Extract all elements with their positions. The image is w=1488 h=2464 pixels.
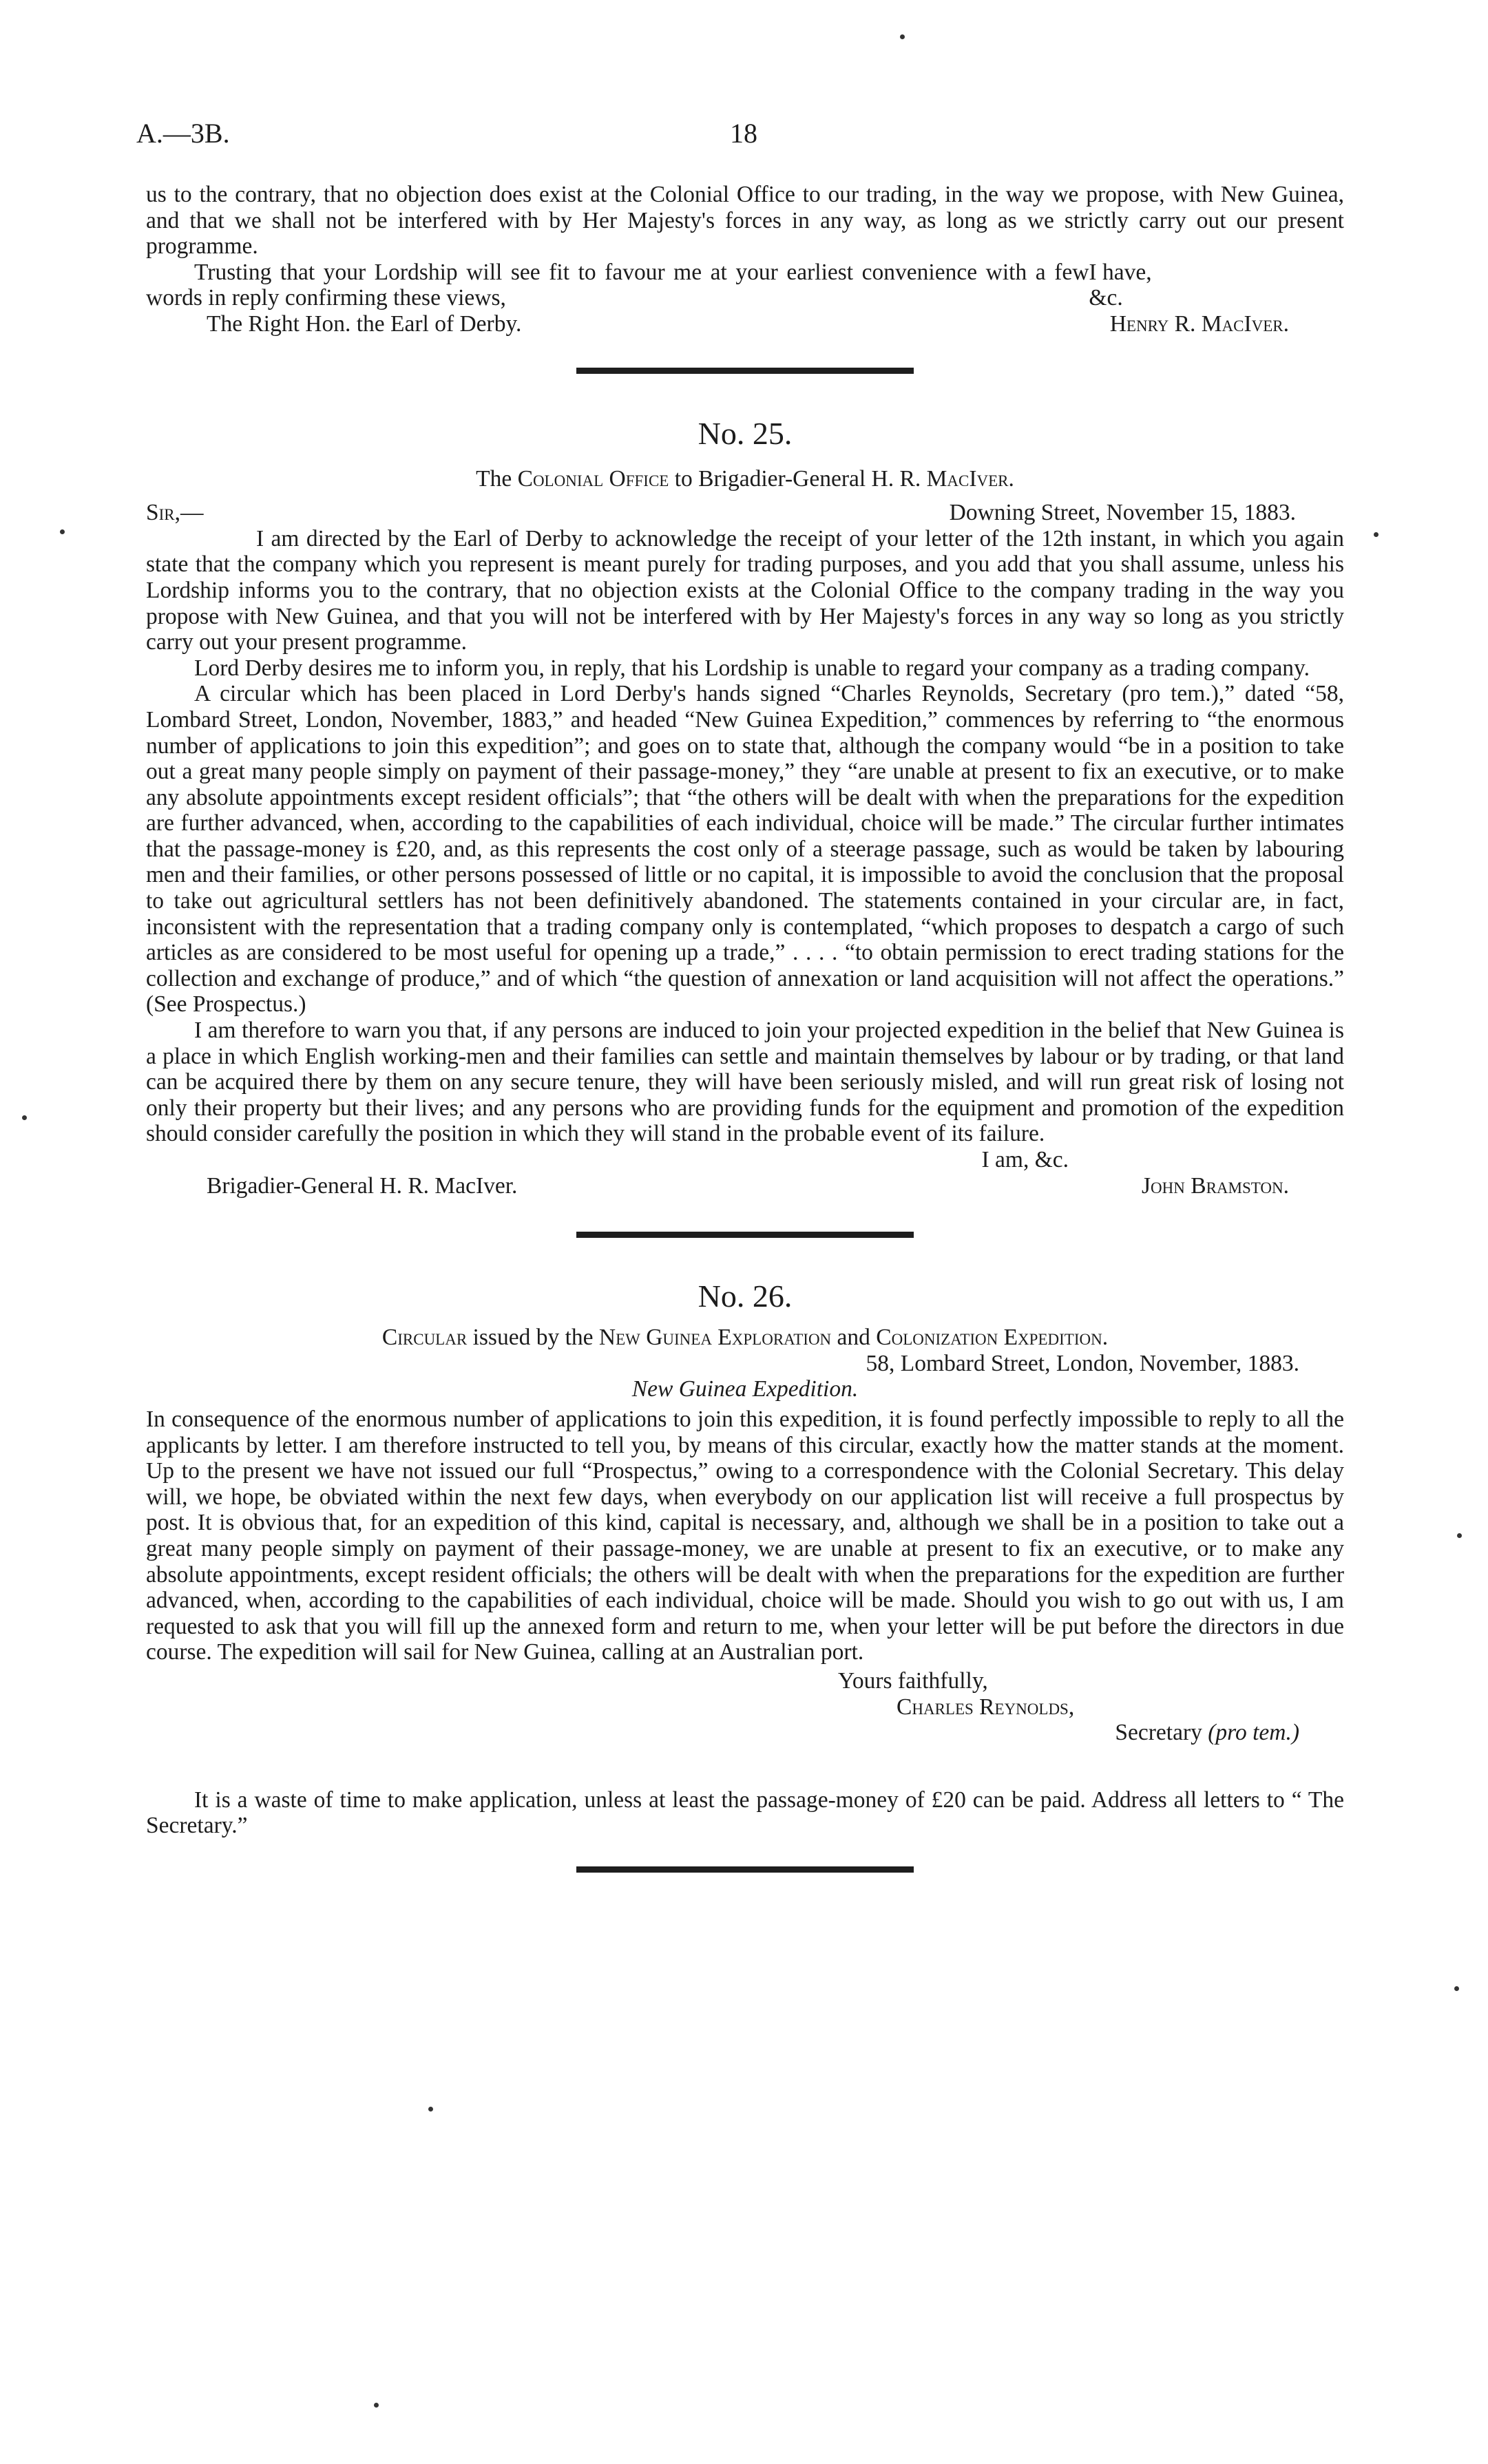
title-part: New Guinea Exploration <box>598 1325 832 1351</box>
title-part: Colonization Expedition. <box>876 1325 1109 1351</box>
page-number: 18 <box>730 118 757 149</box>
closing-row <box>146 260 1344 311</box>
circular-title <box>146 1325 1344 1351</box>
title-part: Colonial Office <box>517 465 669 492</box>
circular-role <box>146 1720 1344 1746</box>
title-part: and <box>837 1325 870 1351</box>
scan-speck <box>1457 1533 1462 1538</box>
section-divider <box>576 1866 914 1873</box>
letter-number: No. 26. <box>698 1278 793 1314</box>
circular-body: In consequence of the enormous number of applications to join this expedition, it is found perfectly impossible to reply to all the applicants by letter. I am therefore instructed to tell you, by means of this circular, exactly how the matter stands at the moment. Up to the present we have not issued our full “Prospectus,” owing to a correspondence with the Colonial Secretary. This delay will, we hope, be obviated within the next few days, when everybody on our application list will receive a full prospectus by post. It is obvious that, for an expedition of this kind, capital is necessary, and, although we shall be in a position to take out a great many people simply on payment of their passage-money, we are unable at present to fix an executive, or to make any absolute appointments, except resident officials; the others will be dealt with when the preparations for the expedition are further advanced, when, according to the capabilities of each individual, choice will be made. Should you wish to go out with us, I am requested to ask that you will fill up the annexed form and return to me, when your letter will be put before the directors in due course. The expedition will sail for New Guinea, calling at an Australian port. <box>146 1406 1344 1665</box>
scan-speck <box>1454 1986 1459 1991</box>
scan-speck <box>60 529 65 534</box>
addressee: Brigadier-General H. R. MacIver. <box>207 1172 518 1199</box>
letter-title <box>146 466 1344 492</box>
circular-closing: Yours faithfully, <box>838 1667 988 1694</box>
circular-26 <box>146 1279 1344 1839</box>
title-part: MacIver. <box>926 465 1014 492</box>
letter-closing: I am, &c. <box>981 1147 1069 1172</box>
letter-number: No. 25. <box>698 415 793 451</box>
title-part: Circular <box>381 1325 468 1351</box>
letter-paragraph: Lord Derby desires me to inform you, in reply, that his Lordship is unable to regard your company as a trading company. <box>194 655 1310 681</box>
letter-paragraph: A circular which has been placed in Lord Derby's hands signed “Charles Reynolds, Secretary (pro tem.),” dated “58, Lombard Street, London, November, 1883,” and headed “New Guinea Expedition,” commences by referring to “the enormous number of applications to join this expedition”; and goes on to state that, although the company would “be in a position to take out a great many people simply on payment of their passage-money,” they “are unable at present to fix an executive, or to make any absolute appointments except resident officials”; that “the others will be dealt with when the preparations for the expedition are further advanced, when, according to the capabilities of each individual, choice will be made.” The circular further intimates that the passage-money is £20, and, as this represents the cost only of a steerage passage, such as would be taken by labouring men and their families, or other persons possessed of little or no capital, it is impossible to avoid the conclusion that the proposal to take out agricultural settlers has not been definitively abandoned. The statements contained in your circular are, in fact, inconsistent with the representation that a trading company only is contemplated, “which proposes to despatch a cargo of such articles as are considered to be most useful for opening up a trade,” . . . . “to obtain permission to erect trading stations for the collection and exchange of produce,” and of which “the question of annexation or land acquisition will not affect the operations.” (See Prospectus.) <box>146 681 1344 1018</box>
title-part: The <box>476 465 512 492</box>
letter-25 <box>146 417 1344 1199</box>
addressee: The Right Hon. the Earl of Derby. <box>207 310 522 337</box>
title-part: issued by the <box>472 1325 594 1351</box>
closing-text: Trusting that your Lordship will see fit to favour me at your earliest convenience with a few words in reply confirming these views, <box>146 259 1089 311</box>
section-divider <box>576 1232 914 1238</box>
scan-speck <box>900 34 905 39</box>
circular-note: It is a waste of time to make application, unless at least the passage-money of £20 can be paid. Address all letters to “ The Secretary.” <box>146 1787 1344 1839</box>
previous-letter-continuation <box>146 182 1344 337</box>
signature-row <box>146 311 1344 337</box>
closing-sign: I have, &c. <box>1089 259 1152 311</box>
section-divider <box>576 368 914 374</box>
role-qualifier: (pro tem.) <box>1208 1720 1299 1746</box>
place-date: Downing Street, November 15, 1883. <box>949 500 1296 526</box>
circular-address: 58, Lombard Street, London, November, 1883. <box>866 1350 1299 1376</box>
signature: John Bramston. <box>1141 1172 1289 1199</box>
scan-speck <box>1374 532 1379 537</box>
circular-signature: Charles Reynolds, <box>897 1694 1075 1720</box>
title-part: to Brigadier-General H. R. <box>674 465 921 492</box>
salutation-row <box>146 500 1344 526</box>
page-header <box>0 117 1488 158</box>
document-reference: A.—3B. <box>136 118 230 149</box>
salutation: Sir,— <box>146 500 204 526</box>
continuation-paragraph: us to the contrary, that no objection does exist at the Colonial Office to our trading, in the way we propose, with New Guinea, and that we shall not be interfered with by Her Majesty's forces in any way, as long as we strictly carry out our present programme. <box>146 182 1344 260</box>
signature: Henry R. MacIver. <box>1109 310 1289 337</box>
scan-speck <box>374 2403 379 2408</box>
role-title: Secretary <box>1115 1720 1202 1746</box>
circular-heading: New Guinea Expedition. <box>631 1376 859 1402</box>
letter-signature-row <box>146 1173 1344 1199</box>
page-body <box>146 182 1344 1873</box>
scan-speck <box>428 2107 433 2112</box>
letter-paragraph: I am therefore to warn you that, if any persons are induced to join your projected expedition in the belief that New Guinea is a place in which English working-men and their families can settle and maintain themselves by labour or by trading, or that land can be acquired there by them on any secure tenure, they will have been seriously misled, and will run great risk of losing not only their property but their lives; and any persons who are providing funds for the equipment and promotion of the expedition should consider carefully the position in which they will stand in the probable event of its failure. <box>146 1018 1344 1147</box>
letter-paragraph: I am directed by the Earl of Derby to acknowledge the receipt of your letter of the 12th instant, in which you again state that the company which you represent is meant purely for trading purposes, and you add that you shall assume, unless his Lordship informs you to the contrary, that no objection exists at the Colonial Office to the company trading in the way you propose with New Guinea, and that you will not be interfered with by Her Majesty's forces in any way so long as you strictly carry out your present programme. <box>146 525 1344 655</box>
scan-speck <box>22 1115 27 1120</box>
